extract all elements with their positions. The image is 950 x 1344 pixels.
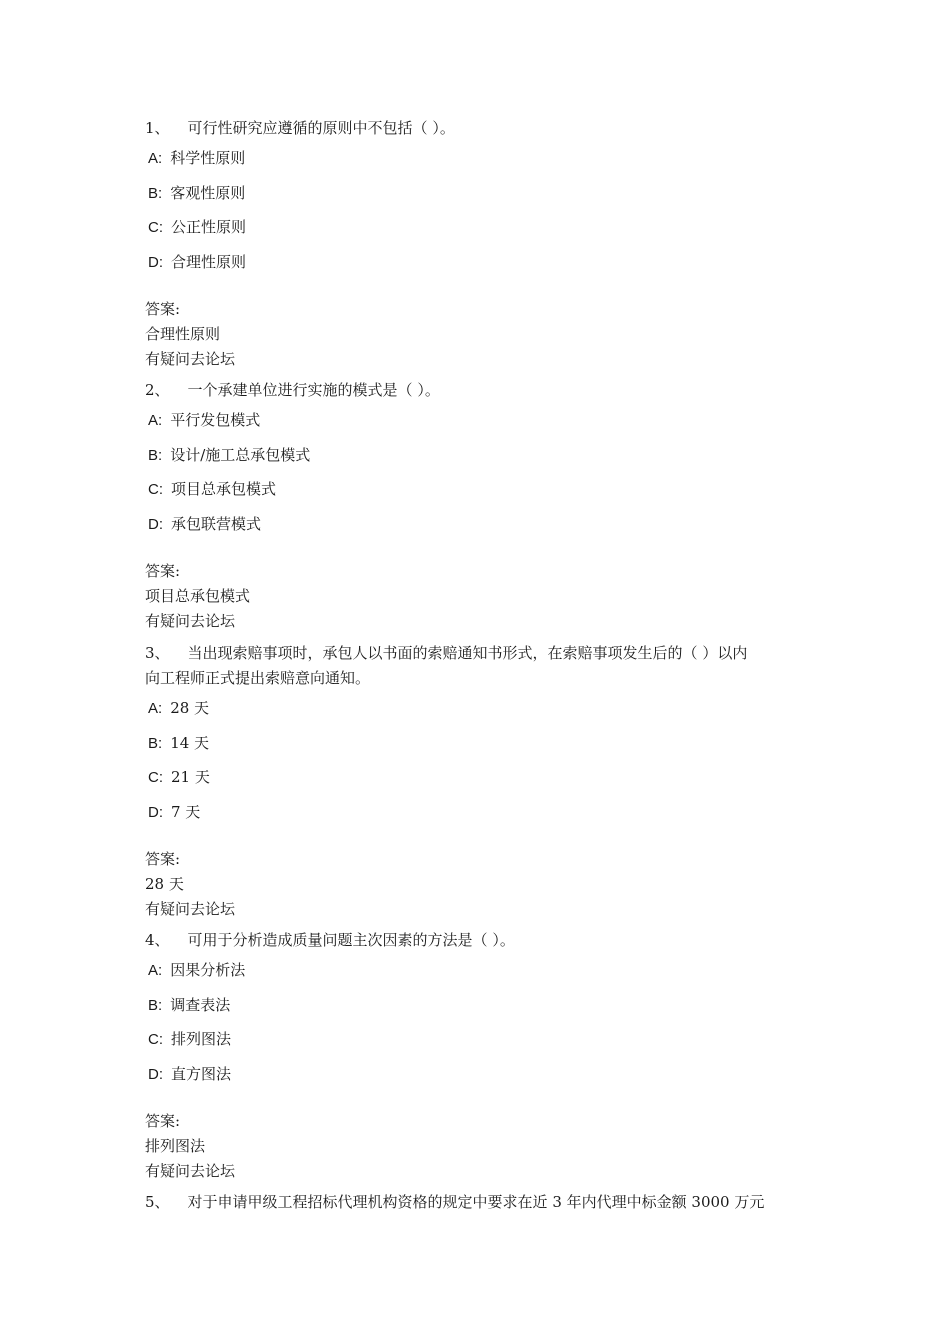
answer-value: 合理性原则	[145, 325, 221, 343]
option-text: 合理性原则	[171, 252, 247, 271]
option-text: 承包联营模式	[171, 514, 262, 533]
answer-value: 28 天	[145, 875, 184, 893]
option-letter: D:	[148, 253, 163, 271]
question-5	[145, 1190, 815, 1215]
option-text: 项目总承包模式	[171, 480, 277, 498]
option-b[interactable]	[145, 726, 815, 761]
option-text: 直方图法	[171, 1064, 232, 1083]
option-text: 排列图法	[171, 1030, 232, 1048]
option-c[interactable]	[145, 472, 815, 507]
option-letter: D:	[148, 515, 163, 533]
forum-link[interactable]: 有疑问去论坛	[145, 900, 236, 918]
option-text: 21 天	[171, 768, 210, 786]
option-text: 28 天	[170, 699, 210, 717]
forum-link[interactable]: 有疑问去论坛	[145, 1162, 236, 1180]
option-a[interactable]	[145, 403, 815, 438]
answer-label: 答案:	[145, 850, 181, 868]
question-stem: 对于申请甲级工程招标代理机构资格的规定中要求在近 3 年内代理中标金额 3000 万元	[187, 1193, 765, 1211]
option-b[interactable]	[145, 176, 815, 211]
question-number: 3、	[145, 644, 170, 662]
question-number: 2、	[145, 381, 170, 399]
option-a[interactable]	[145, 691, 815, 726]
answer-block	[145, 559, 815, 634]
option-text: 14 天	[170, 733, 210, 752]
option-text: 调查表法	[170, 995, 231, 1014]
option-b[interactable]	[145, 988, 815, 1023]
option-text: 设计/施工总承包模式	[170, 445, 311, 464]
question-stem: 可用于分析造成质量问题主次因素的方法是（ ）。	[187, 931, 515, 949]
answer-label: 答案:	[145, 562, 181, 580]
option-letter: D:	[148, 1065, 163, 1083]
question-number: 1、	[145, 119, 170, 137]
question-stem-line-1: 当出现索赔事项时，承包人以书面的索赔通知书形式，在索赔事项发生后的（ ）以内	[187, 644, 748, 662]
question-1	[145, 116, 815, 372]
question-3	[145, 641, 815, 922]
option-d[interactable]	[145, 795, 815, 830]
option-letter: A:	[148, 150, 163, 167]
question-number: 5、	[145, 1193, 170, 1211]
option-text: 7 天	[171, 802, 201, 821]
option-text: 科学性原则	[170, 149, 246, 167]
option-letter: C:	[148, 481, 163, 498]
option-letter: C:	[148, 219, 163, 236]
answer-label: 答案:	[145, 1112, 181, 1130]
option-b[interactable]	[145, 438, 815, 473]
option-letter: A:	[148, 700, 163, 717]
answer-label: 答案:	[145, 300, 181, 318]
option-a[interactable]	[145, 141, 815, 176]
forum-link[interactable]: 有疑问去论坛	[145, 350, 236, 368]
answer-block	[145, 1109, 815, 1184]
answer-value: 排列图法	[145, 1137, 206, 1155]
answer-block	[145, 847, 815, 922]
question-text	[145, 641, 815, 691]
option-letter: B:	[148, 446, 163, 464]
option-letter: C:	[148, 769, 163, 786]
option-letter: A:	[148, 962, 163, 979]
question-text	[145, 378, 815, 403]
option-text: 平行发包模式	[170, 411, 261, 429]
question-number: 4、	[145, 931, 170, 949]
option-text: 公正性原则	[171, 218, 247, 236]
question-text	[145, 116, 815, 141]
option-c[interactable]	[145, 210, 815, 245]
option-text: 因果分析法	[170, 961, 246, 979]
question-stem: 可行性研究应遵循的原则中不包括（ ）。	[187, 119, 455, 137]
option-d[interactable]	[145, 245, 815, 280]
question-text	[145, 1190, 815, 1215]
option-text: 客观性原则	[170, 183, 246, 202]
option-letter: D:	[148, 803, 163, 821]
option-a[interactable]	[145, 953, 815, 988]
question-stem: 一个承建单位进行实施的模式是（ ）。	[187, 381, 440, 399]
option-letter: B:	[148, 996, 163, 1014]
option-d[interactable]	[145, 507, 815, 542]
option-d[interactable]	[145, 1057, 815, 1092]
option-c[interactable]	[145, 1022, 815, 1057]
question-text	[145, 928, 815, 953]
answer-value: 项目总承包模式	[145, 587, 251, 605]
question-4	[145, 928, 815, 1184]
question-stem-line-2: 向工程师正式提出索赔意向通知。	[145, 669, 371, 687]
option-letter: B:	[148, 734, 163, 752]
option-letter: A:	[148, 412, 163, 429]
forum-link[interactable]: 有疑问去论坛	[145, 612, 236, 630]
option-letter: B:	[148, 184, 163, 202]
option-c[interactable]	[145, 760, 815, 795]
answer-block	[145, 297, 815, 372]
option-letter: C:	[148, 1031, 163, 1048]
question-2	[145, 378, 815, 634]
